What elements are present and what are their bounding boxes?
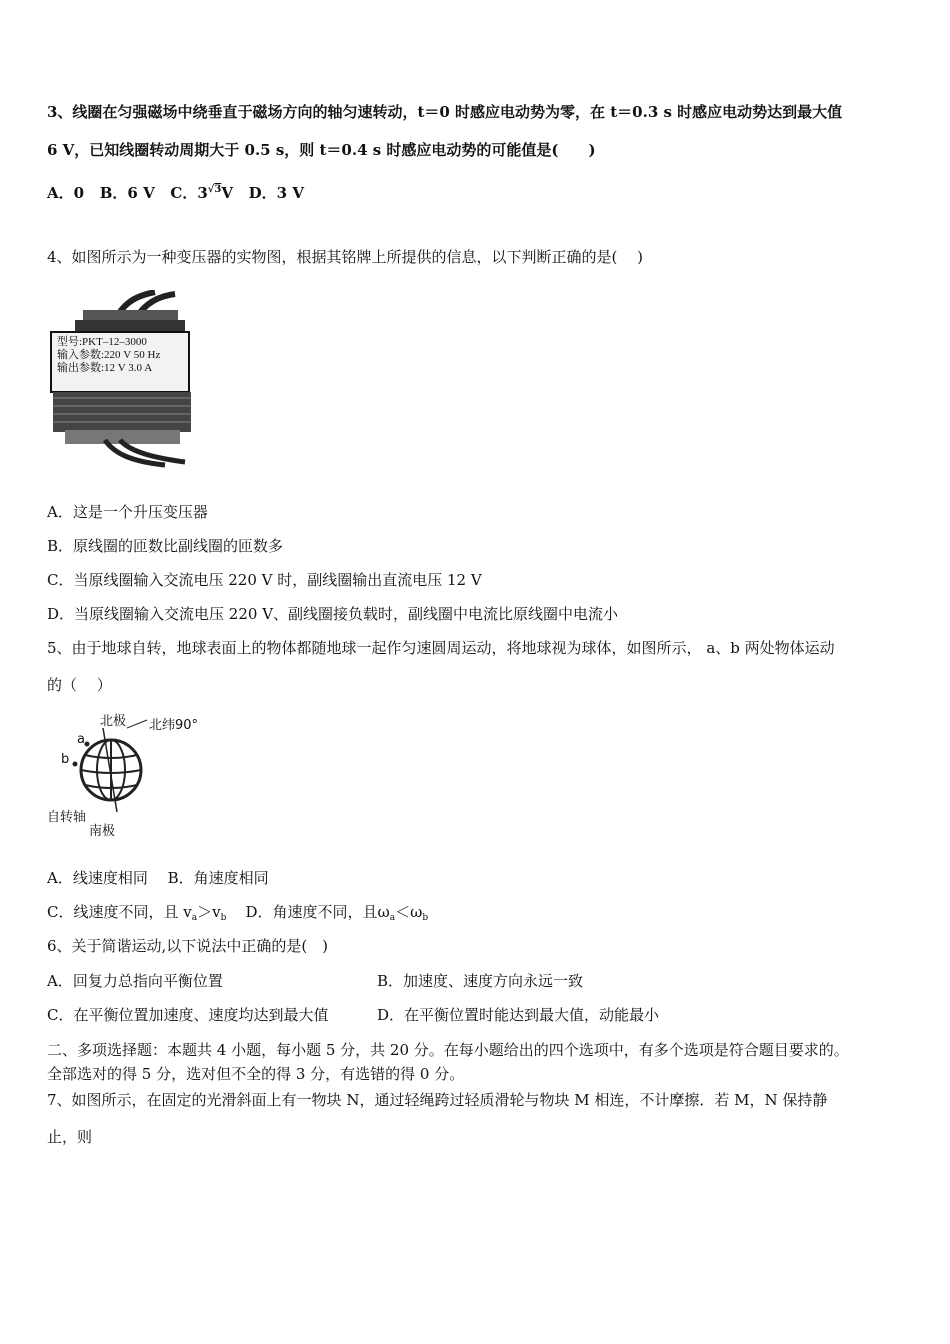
q3-options — [47, 180, 304, 203]
nameplate — [57, 336, 160, 375]
label-south-pole: 南极 — [89, 824, 116, 839]
q3-option-a: A．0 — [47, 184, 85, 202]
nameplate-output: 输出参数:12 V 3.0 A — [57, 362, 153, 374]
q3-option-b: B．6 V — [99, 184, 155, 202]
q5-options-cd — [47, 902, 428, 928]
q3-stem-line1: 3、线圈在匀强磁场中绕垂直于磁场方向的轴匀速转动，t＝0 时感应电动势为零，在 t＝0.3 s 时感应电动势达到最大值 — [47, 103, 843, 121]
label-b: b — [61, 752, 70, 767]
q6-option-b: B．加速度、速度方向永远一致 — [377, 972, 584, 990]
sqrt-symbol: √3 — [207, 184, 222, 195]
label-rotation-axis: 自转轴 — [47, 810, 87, 825]
q7-stem-line1: 7、如图所示，在固定的光滑斜面上有一物块 N，通过轻绳跨过轻质滑轮与物块 M 相连，不计摩擦．若 M，N 保持静 — [47, 1091, 828, 1109]
q4-option-d: D．当原线圈输入交流电压 220 V、副线圈接负载时，副线圈中电流比原线圈中电流小 — [47, 605, 619, 623]
section2-heading-line1: 二、多项选择题：本题共 4 小题，每小题 5 分，共 20 分。在每小题给出的四个选项中，有多个选项是符合题目要求的。 — [47, 1041, 849, 1059]
nameplate-input: 输入参数:220 V 50 Hz — [57, 349, 161, 361]
globe-figure — [45, 708, 225, 838]
q4-stem: 4、如图所示为一种变压器的实物图，根据其铭牌上所提供的信息，以下判断正确的是( ) — [47, 248, 644, 266]
q5-option-d: D．角速度不同，且$\omega_a<\omega_b$ — [245, 903, 429, 923]
q6-option-d: D．在平衡位置时能达到最大值，动能最小 — [377, 1006, 660, 1024]
transformer-drawing — [45, 290, 195, 468]
label-latitude: 北纬90° — [149, 718, 199, 733]
label-north-pole: 北极 — [100, 714, 127, 729]
q6-stem: 6、关于简谐运动,以下说法中正确的是( ) — [47, 937, 329, 955]
q5-stem-line1: 5、由于地球自转，地球表面上的物体都随地球一起作匀速圆周运动，将地球视为球体，如图所示， a、b 两处物体运动 — [47, 639, 835, 657]
q3-stem-line2: 6 V，已知线圈转动周期大于 0.5 s，则 t＝0.4 s 时感应电动势的可能值是( ) — [47, 141, 596, 159]
q5-options-ab: A．线速度相同 B．角速度相同 — [47, 869, 269, 887]
transformer-figure — [45, 290, 195, 468]
q3-option-c: C．$3^{√3}V$ — [170, 184, 233, 202]
label-a: a — [77, 732, 85, 747]
q5-stem-line2: 的（ ） — [47, 676, 112, 694]
q4-option-c: C．当原线圈输入交流电压 220 V 时，副线圈输出直流电压 12 V — [47, 571, 482, 589]
nameplate-model: 型号:PKT–12–3000 — [57, 336, 147, 348]
q5-option-c: C．线速度不同，且 $v_a>v_b$ — [47, 903, 227, 923]
section2-heading-line2: 全部选对的得 5 分，选对但不全的得 3 分，有选错的得 0 分。 — [47, 1065, 465, 1083]
q4-option-a: A．这是一个升压变压器 — [47, 503, 208, 521]
q4-option-b: B．原线圈的匝数比副线圈的匝数多 — [47, 537, 284, 555]
q6-option-a: A．回复力总指向平衡位置 — [47, 972, 223, 990]
q3-option-d: D．3 V — [248, 184, 304, 202]
q7-stem-line2: 止，则 — [47, 1128, 93, 1146]
q6-option-c: C．在平衡位置加速度、速度均达到最大值 — [47, 1006, 329, 1024]
